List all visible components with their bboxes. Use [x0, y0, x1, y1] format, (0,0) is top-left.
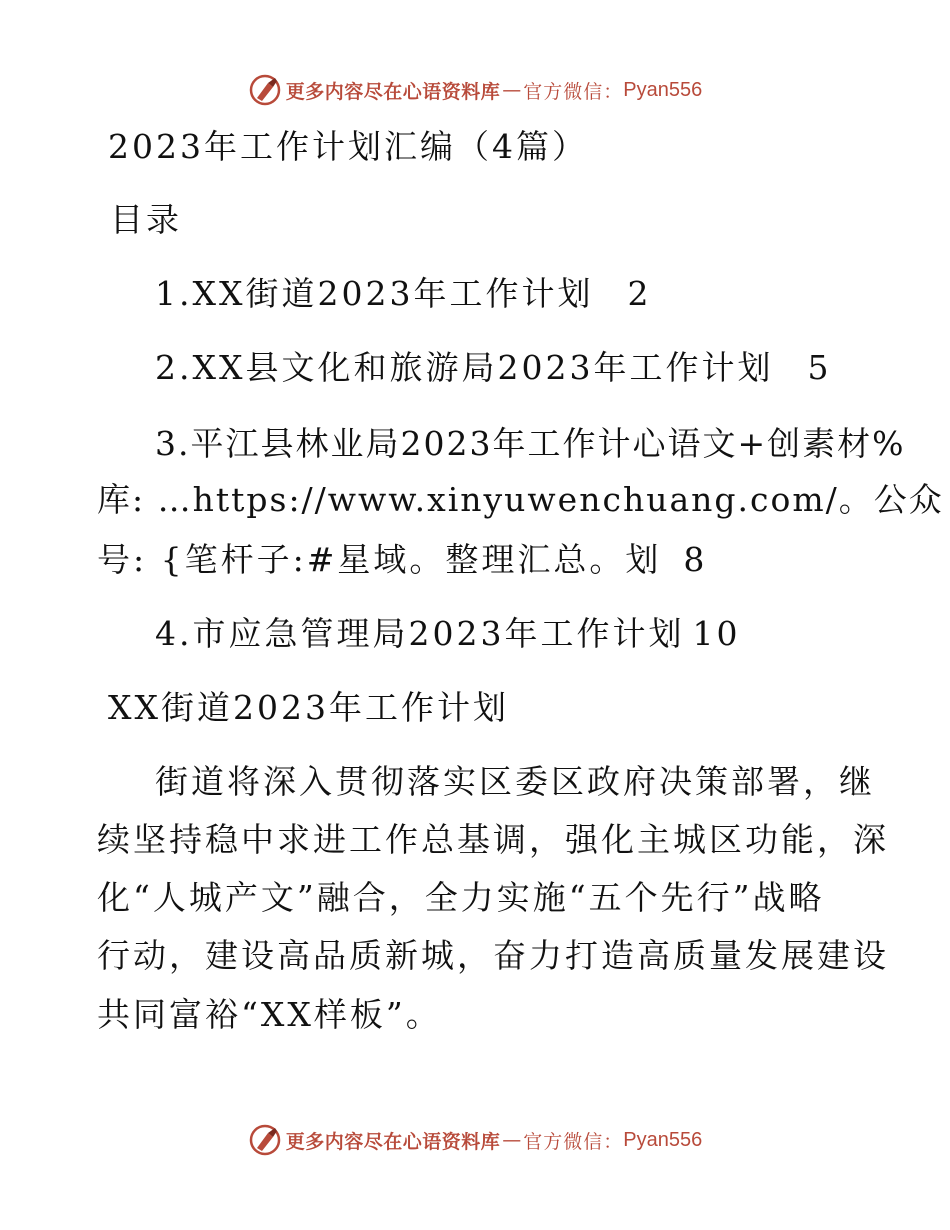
toc-item-1 — [155, 274, 651, 314]
toc-item-3-line-1: 3.平江县林业局2023年工作计心语文+创素材% — [155, 424, 906, 463]
toc-item-page: 8 — [683, 540, 708, 579]
toc-item-4 — [155, 614, 740, 654]
pen-nib-logo-icon — [248, 73, 282, 107]
watermark-text: 更多内容尽在心语资料库 — [285, 1130, 501, 1153]
toc-heading: 目录 — [110, 200, 182, 239]
watermark-separator: — — [502, 1129, 522, 1151]
footer-watermark — [0, 1120, 950, 1160]
section-heading: XX街道2023年工作计划 — [108, 688, 509, 727]
watermark-text: 更多内容尽在心语资料库 — [285, 80, 501, 103]
document-title: 2023年工作计划汇编（4篇） — [108, 127, 588, 166]
body-line-4: 行动，建设高品质新城，奋力打造高质量发展建设 — [97, 936, 889, 975]
toc-item-label: 号: {笔杆子:#星域。整理汇总。划 — [97, 540, 662, 579]
watermark-contact-id: Pyan556 — [623, 1128, 703, 1151]
toc-item-label: 1.XX街道2023年工作计划 — [155, 274, 594, 313]
body-line-1: 街道将深入贯彻落实区委区政府决策部署，继 — [155, 762, 875, 801]
toc-item-page: 2 — [627, 274, 652, 313]
toc-item-3-line-3 — [97, 540, 707, 580]
header-watermark — [0, 70, 950, 110]
body-line-2: 续坚持稳中求进工作总基调，强化主城区功能，深 — [97, 820, 889, 859]
toc-item-label: 2.XX县文化和旅游局2023年工作计划 — [155, 348, 774, 387]
toc-item-page: 10 — [692, 614, 741, 653]
watermark-contact-id: Pyan556 — [623, 78, 703, 101]
body-line-3: 化“人城产文”融合，全力实施“五个先行”战略 — [97, 878, 825, 917]
toc-item-3-line-2: 库: …https://www.xinyuwenchuang.com/。公众 — [97, 480, 944, 519]
pen-nib-logo-icon — [248, 1123, 282, 1157]
toc-item-label: 4.市应急管理局2023年工作计划 — [155, 614, 685, 653]
body-line-5: 共同富裕“XX样板”。 — [97, 995, 442, 1034]
watermark-contact-label: 官方微信： — [523, 1130, 624, 1153]
toc-item-2 — [155, 348, 831, 388]
toc-item-page: 5 — [807, 348, 832, 387]
watermark-contact-label: 官方微信： — [523, 80, 624, 103]
watermark-separator: — — [502, 79, 522, 101]
